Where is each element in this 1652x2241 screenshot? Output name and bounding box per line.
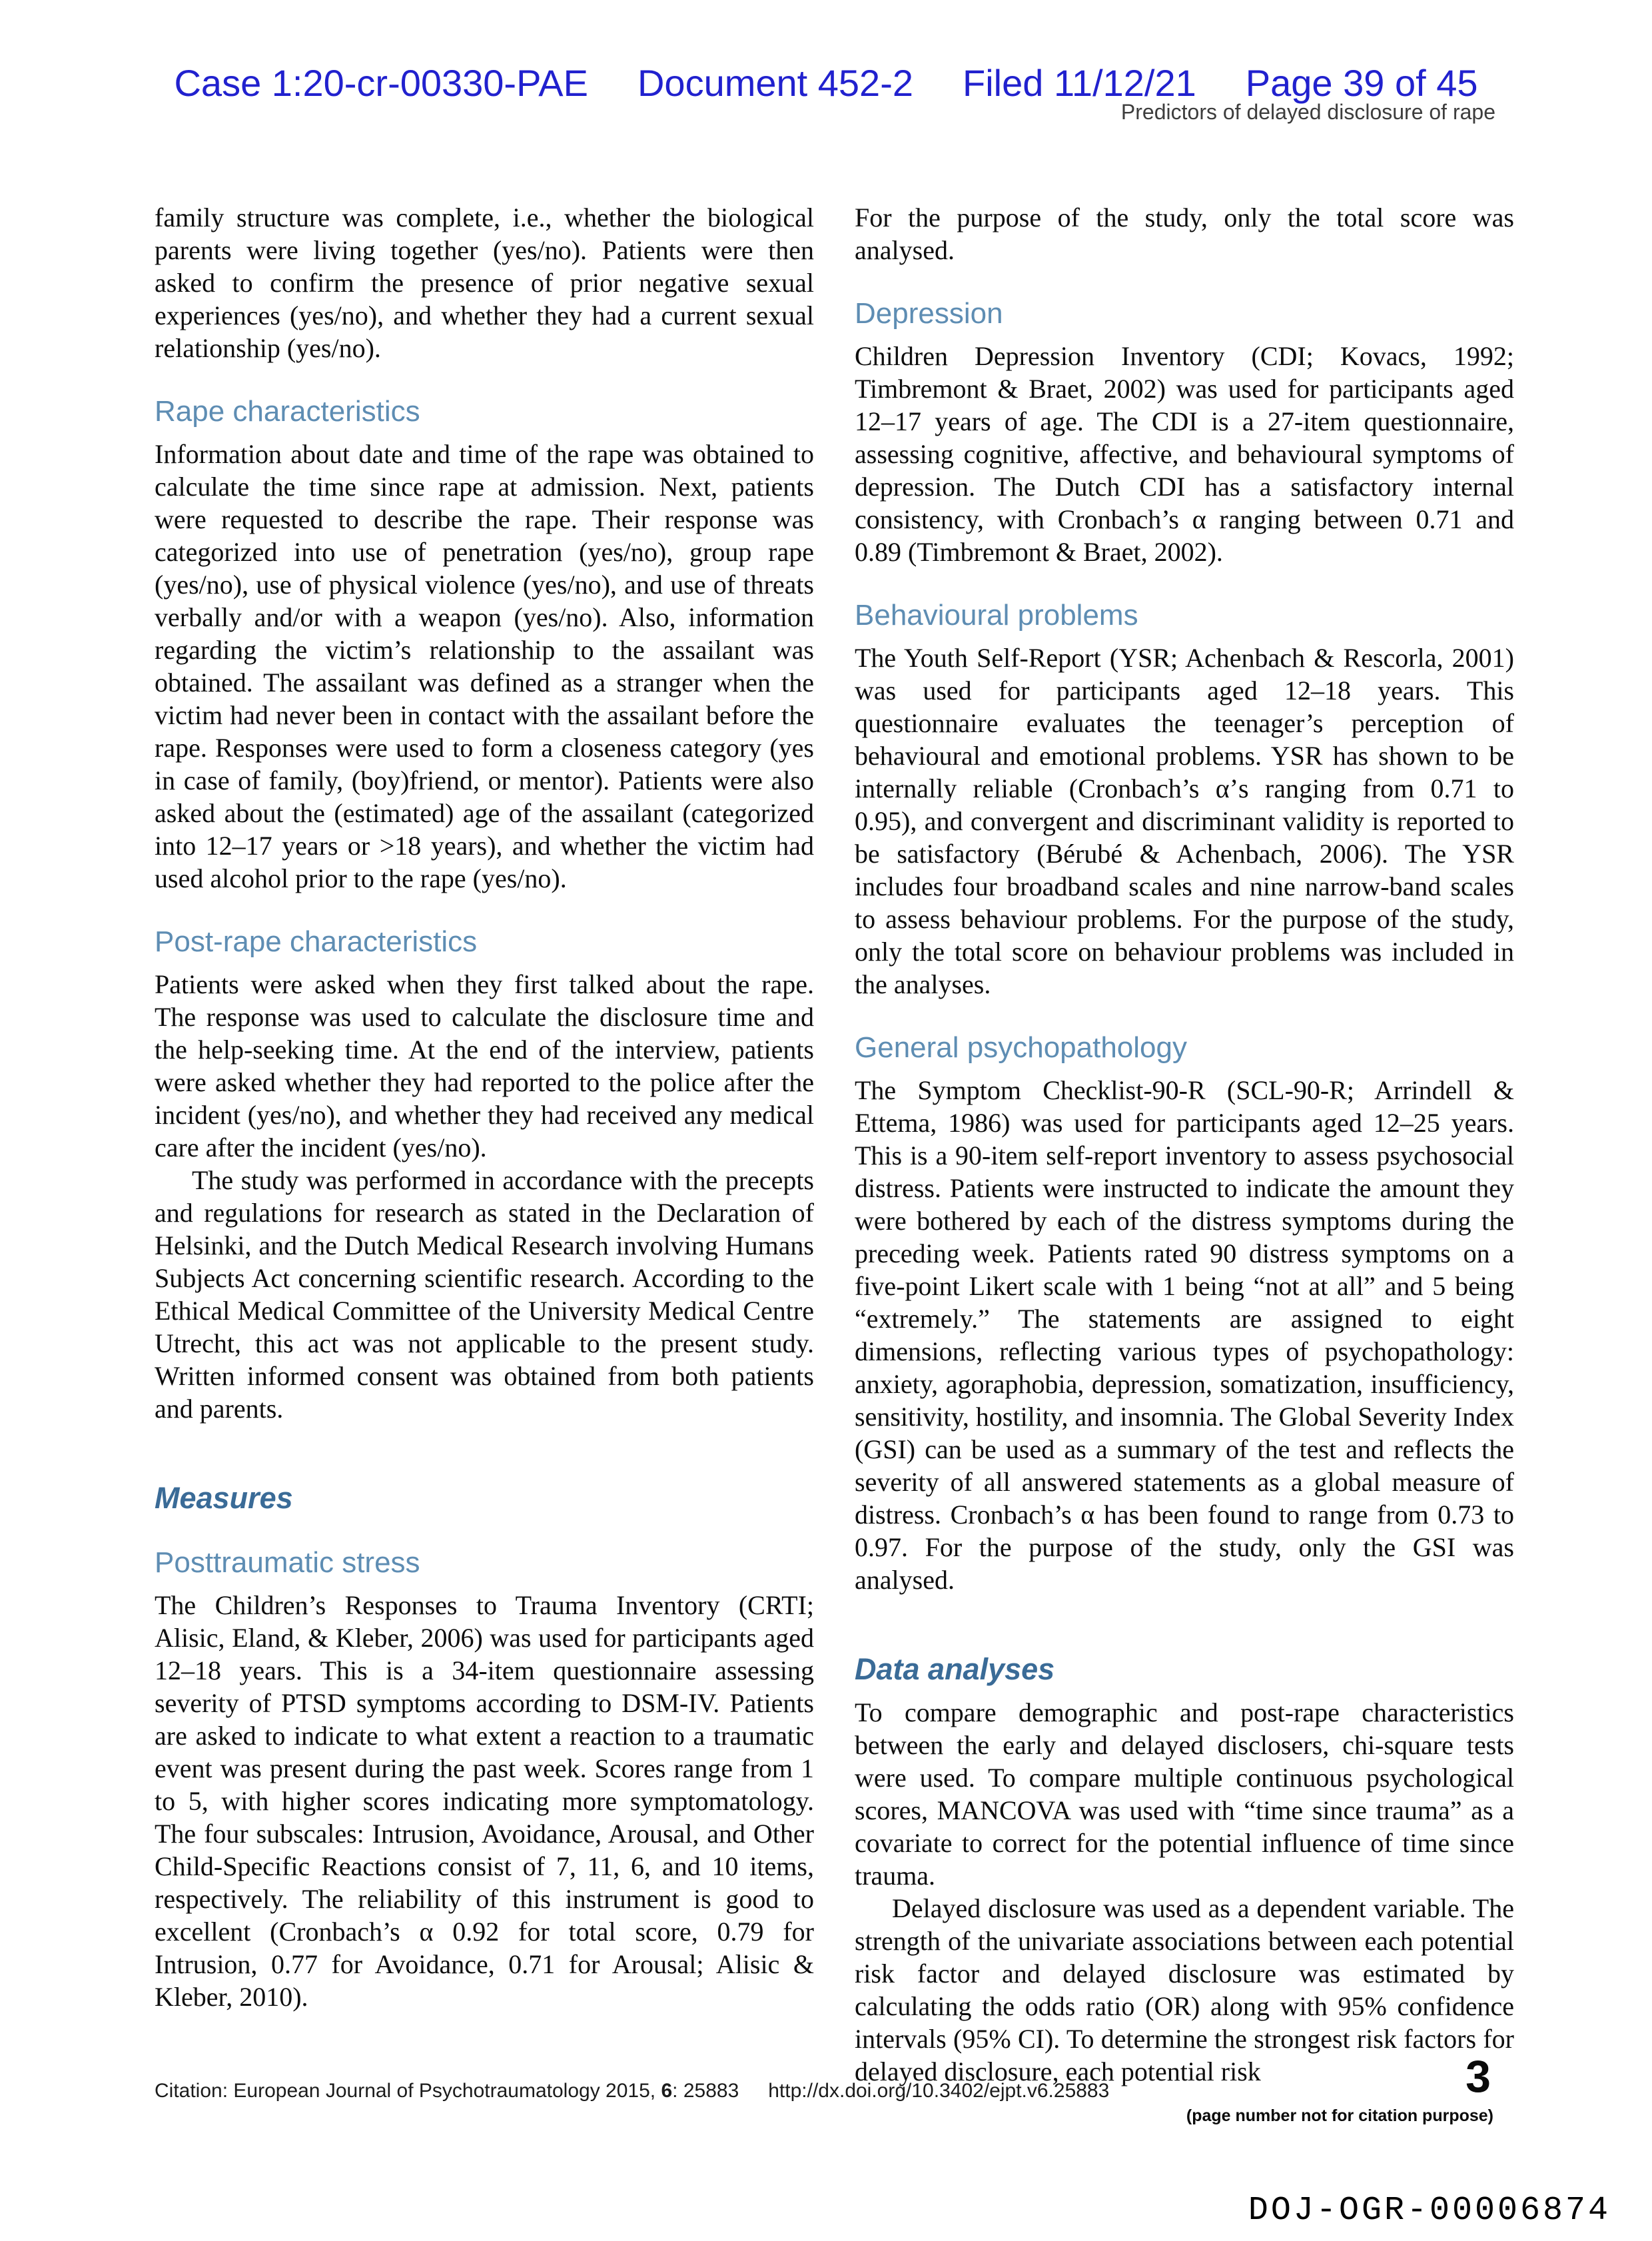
section-heading-posttraumatic-stress: Posttraumatic stress [155, 1546, 420, 1579]
left-column [155, 201, 814, 2013]
section-heading-data-analyses: Data analyses [855, 1652, 1055, 1686]
paragraph: Patients were asked when they first talked about the rape. The response was used to calculate the disclosure time and the help-seeking time. At the end of the interview, patients were asked whether they had reported to the police after the incident (yes/no), and whether they had received any medical care after the incident (yes/no). [155, 969, 814, 1162]
page-number: 3 [1465, 2051, 1491, 2102]
running-header: Predictors of delayed disclosure of rape [1120, 100, 1495, 124]
citation-doi-link: http://dx.doi.org/10.3402/ejpt.v6.25883 [768, 2080, 1110, 2102]
case-number: Case 1:20-cr-00330-PAE [174, 62, 588, 104]
case-page-indicator: Page 39 of 45 [1245, 62, 1478, 104]
paragraph: Delayed disclosure was used as a dependent variable. The strength of the univariate associations between each potential risk factor and delayed disclosure was estimated by calculating the odds ratio (OR) along with 95% confidence intervals (95% CI). To determine the strongest risk factors for delayed disclosure, each potential risk [855, 1893, 1514, 2086]
section-heading-rape-characteristics: Rape characteristics [155, 395, 420, 428]
case-filed-date: Filed 11/12/21 [963, 62, 1196, 104]
page-number-note: (page number not for citation purpose) [1186, 2106, 1493, 2125]
citation-issue: : 25883 [672, 2080, 739, 2102]
paragraph: The Symptom Checklist-90-R (SCL-90-R; Arrindell & Ettema, 1986) was used for participants aged 12–25 years. This is a 90-item self-report inventory to assess psychosocial distress. Patients were instructed to indicate the amount they were bothered by each of the distress symptoms during the preceding week. Patients rated 90 distress symptoms on a five-point Likert scale with 1 being “not at all” and 5 being “extremely.” The statements are assigned to eight dimensions, reflecting various types of psychopathology: anxiety, agoraphobia, depression, somatization, insufficiency, sensitivity, hostility, and insomnia. The Global Severity Index (GSI) can be used as a summary of the test and reflects the severity of all answered statements as a global measure of distress. Cronbach’s α has been found to range from 0.73 to 0.97. For the purpose of the study, only the GSI was analysed. [855, 1075, 1514, 1595]
section-heading-general-psychopathology: General psychopathology [855, 1031, 1187, 1064]
section-heading-post-rape-characteristics: Post-rape characteristics [155, 925, 478, 958]
citation-volume: 6 [661, 2080, 673, 2102]
paragraph: family structure was complete, i.e., whether the biological parents were living together (yes/no). Patients were then asked to confirm the presence of prior negative sexual experiences (yes/no), and whether they had a current sexual relationship (yes/no). [155, 203, 814, 363]
bates-stamp: DOJ-OGR-00006874 [1248, 2192, 1611, 2230]
citation-text: Citation: European Journal of Psychotraumatology 2015, [155, 2080, 661, 2102]
citation-line [155, 2080, 1109, 2102]
paragraph: The study was performed in accordance with the precepts and regulations for research as stated in the Declaration of Helsinki, and the Dutch Medical Research involving Humans Subjects Act concerning scientific research. According to the Ethical Medical Committee of the University Medical Centre Utrecht, this act was not applicable to the present study. Written informed consent was obtained from both patients and parents. [155, 1165, 814, 1424]
case-header [0, 61, 1652, 105]
paragraph: The Children’s Responses to Trauma Inventory (CRTI; Alisic, Eland, & Kleber, 2006) was used for participants aged 12–18 years. This is a 34-item questionnaire assessing severity of PTSD symptoms according to DSM-IV. Patients are asked to indicate to what extent a reaction to a traumatic event was present during the past week. Scores range from 1 to 5, with higher scores indicating more symptomatology. The four subscales: Intrusion, Avoidance, Arousal, and Other Child-Specific Reactions consist of 7, 11, 6, and 10 items, respectively. The reliability of this instrument is good to excellent (Cronbach’s α 0.92 for total score, 0.79 for Intrusion, 0.77 for Avoidance, 0.71 for Arousal; Alisic & Kleber, 2010). [155, 1590, 814, 2012]
case-document-number: Document 452-2 [637, 62, 913, 104]
paragraph: Children Depression Inventory (CDI; Kovacs, 1992; Timbremont & Braet, 2002) was used for participants aged 12–17 years of age. The CDI is a 27-item questionnaire, assessing cognitive, affective, and behavioural symptoms of depression. The Dutch CDI has a satisfactory internal consistency, with Cronbach’s α ranging between 0.71 and 0.89 (Timbremont & Braet, 2002). [855, 341, 1514, 567]
paragraph: To compare demographic and post-rape characteristics between the early and delayed disclosers, chi-square tests were used. To compare multiple continuous psychological scores, MANCOVA was used with “time since trauma” as a covariate to correct for the potential influence of time since trauma. [855, 1697, 1514, 1891]
paragraph: The Youth Self-Report (YSR; Achenbach & Rescorla, 2001) was used for participants aged 12–18 years. This questionnaire evaluates the teenager’s perception of behavioural and emotional problems. YSR has shown to be internally reliable (Cronbach’s α’s ranging from 0.71 to 0.95), and convergent and discriminant validity is reported to be satisfactory (Bérubé & Achenbach, 2006). The YSR includes four broadband scales and nine narrow-band scales to assess behaviour problems. For the purpose of the study, only the total score on behaviour problems was included in the analyses. [855, 643, 1514, 999]
paragraph: For the purpose of the study, only the total score was analysed. [855, 203, 1514, 265]
section-heading-measures: Measures [155, 1481, 293, 1515]
paragraph: Information about date and time of the rape was obtained to calculate the time since rape at admission. Next, patients were requested to describe the rape. Their response was categorized into use of penetration (yes/no), group rape (yes/no), use of physical violence (yes/no), and use of threats verbally and/or with a weapon (yes/no). Also, information regarding the victim’s relationship to the assailant was obtained. The assailant was defined as a stranger when the victim had never been in contact with the assailant before the rape. Responses were used to form a closeness category (yes in case of family, (boy)friend, or mentor). Patients were also asked about the (estimated) age of the assailant (categorized into 12–17 years or >18 years), and whether the victim had used alcohol prior to the rape (yes/no). [155, 439, 814, 893]
right-column [855, 201, 1514, 2088]
section-heading-behavioural-problems: Behavioural problems [855, 599, 1138, 632]
section-heading-depression: Depression [855, 297, 1003, 330]
